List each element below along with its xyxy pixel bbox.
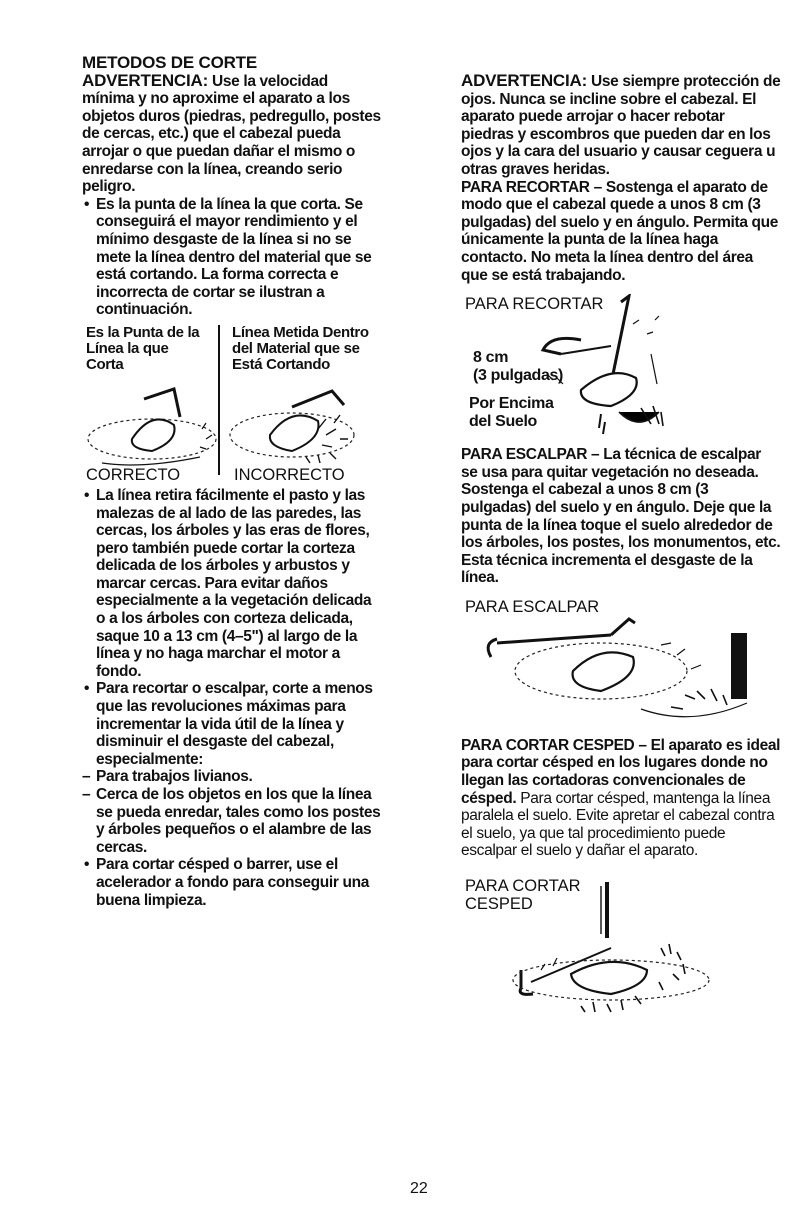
scalp-figure <box>461 599 781 737</box>
bullet-line-removes: • La línea retira fácilmente el pasto y las malezas de al lado de las paredes, las cercas, los árboles y las eras de flores, pero también puede cortar la corteza delicada de los árboles y arbustos y marcar cercas. Para evitar daños especialmente a la vegetación delicada o a los árboles con corteza delicada, saque 10 a 13 cm (4–5") al largo de la línea y no haga marchar el motor a fondo. <box>84 486 372 680</box>
scalp-figure-title: PARA ESCALPAR <box>465 597 600 616</box>
warning-text: Use la velocidad mínima y no aproxime el aparato a los objetos duros (piedras, pedregullo, postes de cercas, etc.) que el cabezal pueda arrojar o que puedan dañar el mismo o enredarse con la línea, creando serio peligro. <box>82 72 381 196</box>
page-number: 22 <box>410 1180 428 1197</box>
dash-light-work: – Para trabajos livianos. <box>82 768 253 786</box>
mow-figure-title-2: CESPED <box>465 895 533 914</box>
dash-near-objects: – Cerca de los objetos en los que la línea se pueda enredar, tales como los postes y árboles pequeños o el alambre de las cercas. <box>82 786 381 856</box>
correct-incorrect-figure <box>82 325 382 487</box>
mow-text: Para cortar césped, mantenga la línea paralela el suelo. Evite apretar el cabezal contra el suelo, ya que tal procedimiento puede escalpar el suelo y dañar el aparato. <box>461 789 775 860</box>
incorrect-trimmer-illustration <box>222 369 372 479</box>
scalp-paragraph <box>461 446 781 587</box>
trim-dimension-cm: 8 cm <box>473 349 509 367</box>
correct-trimmer-illustration <box>82 369 222 479</box>
trim-paragraph <box>461 179 781 285</box>
scalp-text: La técnica de escalpar se usa para quitar vegetación no deseada. Sostenga el cabezal a unos 8 cm (3 pulgadas) del suelo y en ángulo. Deje que la punta de la línea toque el suelo alrededor de los árboles, los postes, los monumentos, etc. Esta técnica incrementa el desgaste de la línea. <box>461 446 781 587</box>
trim-heading: PARA RECORTAR – <box>461 178 602 196</box>
trim-figure <box>461 294 781 446</box>
bullet-trim-scalp: • Para recortar o escalpar, corte a menos que las revoluciones máximas para incrementar la vida útil de la línea y disminuir el desgaste del cabezal, especialmente: <box>84 680 373 768</box>
caption-incorrect: INCORRECTO <box>234 465 345 484</box>
left-column <box>82 54 382 909</box>
right-column <box>461 72 781 1028</box>
right-warning-text: Use siempre protección de ojos. Nunca se incline sobre el cabezal. El aparato puede arrojar o hacer rebotar piedras y escombros que pueden dar en los ojos y la cara del usuario y causar ceguera u otras graves heridas. <box>461 73 781 178</box>
mow-figure-title-1: PARA CORTAR <box>465 877 581 896</box>
mow-text-bold: El aparato es ideal para cortar césped en los lugares donde no llegan las cortadoras convencionales de césped. <box>461 736 781 807</box>
right-warning-paragraph <box>461 72 781 179</box>
trim-text: Sostenga el aparato de modo que el cabezal quede a unos 8 cm (3 pulgadas) del suelo y en ángulo. Permita que únicamente la punta de la línea haga contacto. No meta la línea dentro del área que se está trabajando. <box>461 178 779 284</box>
bullet-tip-cuts: • Es la punta de la línea la que corta. Se conseguirá el mayor rendimiento y el mínimo desgaste de la línea si no se mete la línea dentro del material que se está cortando. La forma correcta e incorrecta de cortar se ilustran a continuación. <box>84 195 372 319</box>
correct-label: Es la Punta de la Línea la que Corta <box>86 323 200 373</box>
mow-figure <box>461 878 781 1028</box>
incorrect-label: Línea Metida Dentro del Material que se Está Cortando <box>232 323 369 373</box>
trim-illustration <box>461 294 781 446</box>
warning-paragraph <box>82 72 382 196</box>
trim-dimension-inches: (3 pulgadas) <box>473 367 564 385</box>
trim-above-ground-2: del Suelo <box>469 413 537 431</box>
warning-label: ADVERTENCIA: <box>82 70 209 90</box>
caption-correct: CORRECTO <box>86 465 181 484</box>
scalp-heading: PARA ESCALPAR – <box>461 446 600 464</box>
bullet-full-throttle: • Para cortar césped o barrer, use el acelerador a fondo para conseguir una buena limpieza. <box>84 856 370 909</box>
trim-above-ground-1: Por Encima <box>469 395 554 413</box>
scalp-illustration <box>461 599 781 737</box>
section-heading: METODOS DE CORTE <box>82 53 258 72</box>
mow-paragraph <box>461 737 781 860</box>
mow-heading: PARA CORTAR CESPED – <box>461 736 647 754</box>
trim-figure-title: PARA RECORTAR <box>465 295 604 314</box>
mow-illustration <box>461 878 781 1028</box>
right-warning-label: ADVERTENCIA: <box>461 71 588 90</box>
